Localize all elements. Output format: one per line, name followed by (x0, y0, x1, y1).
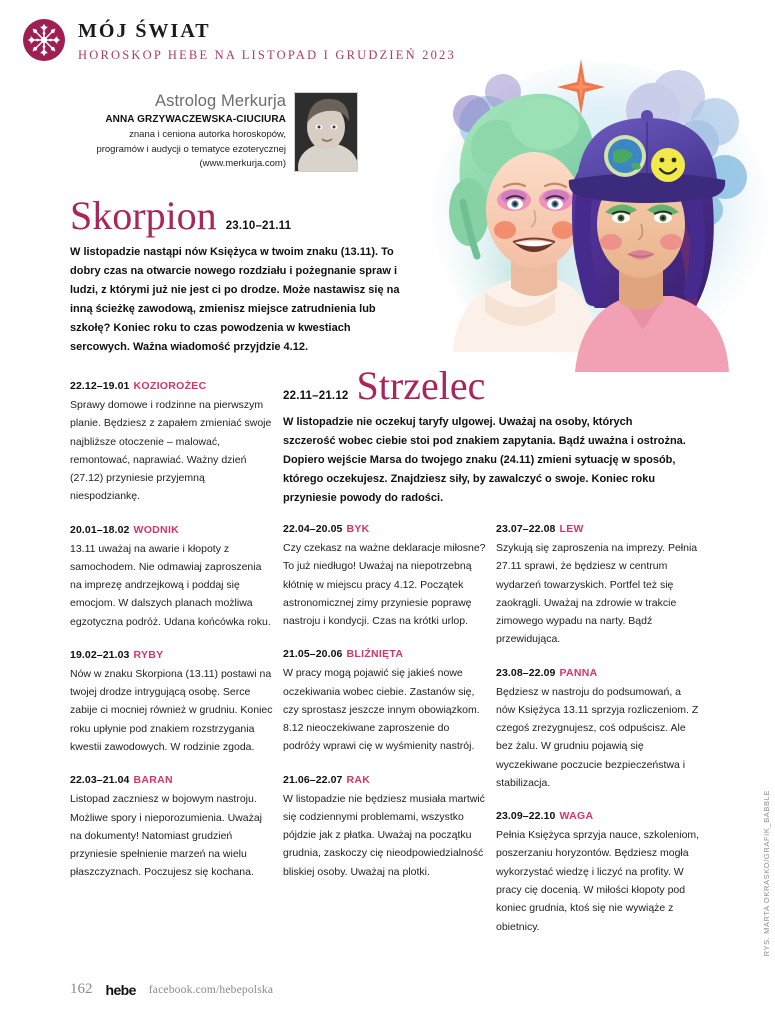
astrologer-avatar (294, 92, 358, 172)
astrologer-text (81, 92, 294, 172)
horoscope-entry-heading (283, 648, 488, 660)
horoscope-entry-dates: 22.04–20.05 (283, 523, 343, 535)
horoscope-entry-sign: KOZIOROŻEC (133, 380, 207, 392)
horoscope-entry-body: Pełnia Księżyca sprzyja nauce, szkoleniom, poszerzaniu horyzontów. Będziesz mogła wykorzystać wiedzę i liczyć na profity. W pracy cię docenią. W miłości kłopoty pod koniec grudnia, ktoś się nie wywiąże z obietnicy. (496, 829, 700, 933)
horoscope-entry-dates: 21.05–20.06 (283, 648, 343, 661)
page-footer (70, 981, 273, 998)
horoscope-entry-body: W listopadzie nie będziesz musiała martwić się codziennymi problemami, wszystko pójdzie jak z płatka. Uważaj na początku grudnia, zaskoczy cię nieodpowiedzialność bliskiej osoby. Uważaj na plotki. (283, 792, 485, 878)
horoscope-entry-body: Listopad zaczniesz w bojowym nastroju. Możliwe spory i nieporozumienia. Uważaj na dokumenty! Natomiast grudzień przyniesie spełnienie marzeń na wielu płaszczyznach. Poczujesz się kochana. (70, 793, 262, 879)
horoscope-entry-sign: BLIŹNIĘTA (346, 648, 404, 661)
horoscope-entry (70, 524, 275, 631)
featured-sign-skorpion (70, 193, 400, 356)
astrologer-bio (68, 92, 358, 172)
horoscope-entry-sign: PANNA (559, 666, 598, 679)
horoscope-entry-heading (496, 667, 701, 679)
horoscope-column-1 (70, 380, 275, 900)
featured-title: Skorpion (70, 193, 217, 238)
horoscope-entry-heading (283, 523, 488, 535)
horoscope-entry (283, 648, 488, 755)
astrologer-name: ANNA GRZYWACZEWSKA-CIUCIURA (105, 113, 286, 125)
horoscope-entry-dates: 21.06–22.07 (283, 773, 343, 786)
horoscope-entry (496, 810, 701, 936)
page-subtitle: HOROSKOP HEBE NA LISTOPAD I GRUDZIEŃ 2023 (78, 48, 456, 62)
horoscope-entry-heading (496, 810, 701, 822)
horoscope-entry-dates: 20.01–18.02 (70, 523, 130, 536)
horoscope-entry-sign: RYBY (133, 648, 164, 661)
horoscope-entry-sign: LEW (559, 523, 584, 535)
horoscope-entry (70, 774, 275, 881)
featured-dates: 23.10–21.11 (225, 220, 292, 232)
astrologer-description: znana i ceniona autorka horoskopów, programów i audycji o tematyce ezoterycznej (www.merkurja.com) (96, 128, 286, 170)
two-women-illustration (425, 52, 775, 372)
horoscope-entry-dates: 23.09–22.10 (496, 810, 556, 823)
horoscope-entry (70, 380, 275, 506)
horoscope-entry-dates: 22.12–19.01 (70, 380, 130, 392)
horoscope-entry-dates: 22.03–21.04 (70, 774, 130, 787)
horoscope-entry-sign: WAGA (559, 810, 594, 823)
horoscope-entry-body: W pracy mogą pojawić się jakieś nowe oczekiwania wobec ciebie. Zastanów się, czy sprostasz jeszcze innym obowiązkom. 8.12 nieoczekiwane zaproszenie do podróży wprawi cię w wyśmienity nastrój. (283, 667, 480, 753)
horoscope-entry-body: Sprawy domowe i rodzinne na pierwszym planie. Będziesz z zapałem zmieniać swoje najbliższe otoczenie – malować, remontować, naprawiać. Ważny dzień (27.12) przyniesie przyjemną niespodziankę. (70, 399, 272, 503)
horoscope-entry-heading (496, 523, 701, 535)
mandala-snowflake-logo-icon (22, 18, 66, 62)
horoscope-entry (283, 774, 488, 881)
horoscope-entry-heading (70, 649, 275, 661)
featured-sign-strzelec (283, 363, 687, 508)
facebook-url[interactable]: facebook.com/hebepolska (148, 983, 274, 996)
horoscope-entry-body: Nów w znaku Skorpiona (13.11) postawi na twojej drodze intrygującą osobę. Serce zabije ci mocniej również w grudniu. Koniec roku upłynie pod znakiem rozstrzygania kwestii zawodowych. W rodzinie zgoda. (70, 667, 273, 753)
snapback-cap (569, 110, 725, 203)
horoscope-entry-dates: 23.07–22.08 (496, 523, 556, 535)
horoscope-entry-body: Będziesz w nastroju do podsumowań, a nów Księżyca 13.11 sprzyja rozliczeniom. Z czegoś zrezygnujesz, coś odpuścisz. Ale bez żalu. W grudniu pojawią się wyczekiwane poczucie bezpieczeństwa i stabilizacja. (496, 685, 699, 789)
horoscope-entry-sign: WODNIK (133, 523, 180, 536)
horoscope-entry (496, 667, 701, 793)
horoscope-entry-heading (70, 380, 275, 392)
horoscope-entry-sign: BYK (346, 523, 370, 535)
horoscope-entry-body: 13.11 uważaj na awarie i kłopoty z samochodem. Nie odmawiaj zaproszenia na imprezę andrzejkową i poddaj się emocjom. W dalszych planach możliwa egzotyczna podróż. Udana końcówka roku. (70, 542, 271, 628)
featured-dates: 22.11–21.12 (283, 390, 349, 402)
horoscope-entry-heading (70, 524, 275, 536)
horoscope-entry-sign: RAK (346, 773, 371, 786)
astrologer-role: Astrolog Merkurja (155, 92, 286, 110)
star-sparkle (557, 59, 605, 115)
featured-heading (70, 193, 400, 238)
hebe-logo: hebe (105, 981, 136, 998)
masthead (22, 18, 456, 63)
woman-purple-cap (569, 83, 729, 372)
horoscope-entry-heading (70, 774, 275, 786)
page-number: 162 (70, 981, 93, 997)
featured-title: Strzelec (356, 363, 486, 408)
horoscope-entry-dates: 19.02–21.03 (70, 648, 130, 661)
horoscope-column-2 (283, 523, 488, 899)
featured-heading (283, 363, 687, 408)
featured-body: W listopadzie nie oczekuj taryfy ulgowej. Uważaj na osoby, których szczerość wobec ciebie stoi pod znakiem zapytania. Bądź uważna i ostrożna. Dopiero wejście Marsa do twojego znaku (24.11) zmieni sytuację w sposób, którego oczekujesz. Znajdziesz siły, by zawalczyć o swoje. Koniec roku przyniesie powody do radości. (283, 416, 686, 504)
page-title: MÓJ ŚWIAT (78, 20, 211, 42)
horoscope-entry-body: Szykują się zaproszenia na imprezy. Pełnia 27.11 sprawi, że będziesz w centrum wydarzeń towarzyskich. Portfel też się zaokrągli. Uważaj na zdrowie w trakcie zimowego wypadu na narty. Bądź przewidująca. (496, 542, 698, 646)
horoscope-entry (283, 523, 488, 630)
horoscope-column-3 (496, 523, 701, 954)
horoscope-entry-body: Czy czekasz na ważne deklaracje miłosne? To już niedługo! Uważaj na niepotrzebną kłótnię w miejscu pracy 4.12. Początek astronomicznej zimy przyniesie poprawę nastroju i kondycji. Czas na krótki urlop. (283, 542, 486, 628)
horoscope-entry (496, 523, 701, 649)
featured-body: W listopadzie nastąpi nów Księżyca w twoim znaku (13.11). To dobry czas na otwarcie nowego rozdziału i pożegnanie spraw i ludzi, z którymi już nie jest ci po drodze. Może nastawisz się na inną ścieżkę zawodową, zmienisz miejsce zatrudnienia lub szkołę? Koniec roku to czas powodzenia w kwestiach sercowych. Ważna wiadomość przyjdzie 4.12. (70, 246, 400, 353)
woman-green-hair (449, 94, 599, 352)
illustration-credit: RYS. MARTA OKRASKO/GRAFIK_BABBLE (762, 790, 771, 957)
horoscope-entry-sign: BARAN (133, 774, 173, 787)
brand-block (78, 18, 456, 63)
horoscope-entry-heading (283, 774, 488, 786)
horoscope-entry-dates: 23.08–22.09 (496, 666, 556, 679)
horoscope-entry (70, 649, 275, 756)
